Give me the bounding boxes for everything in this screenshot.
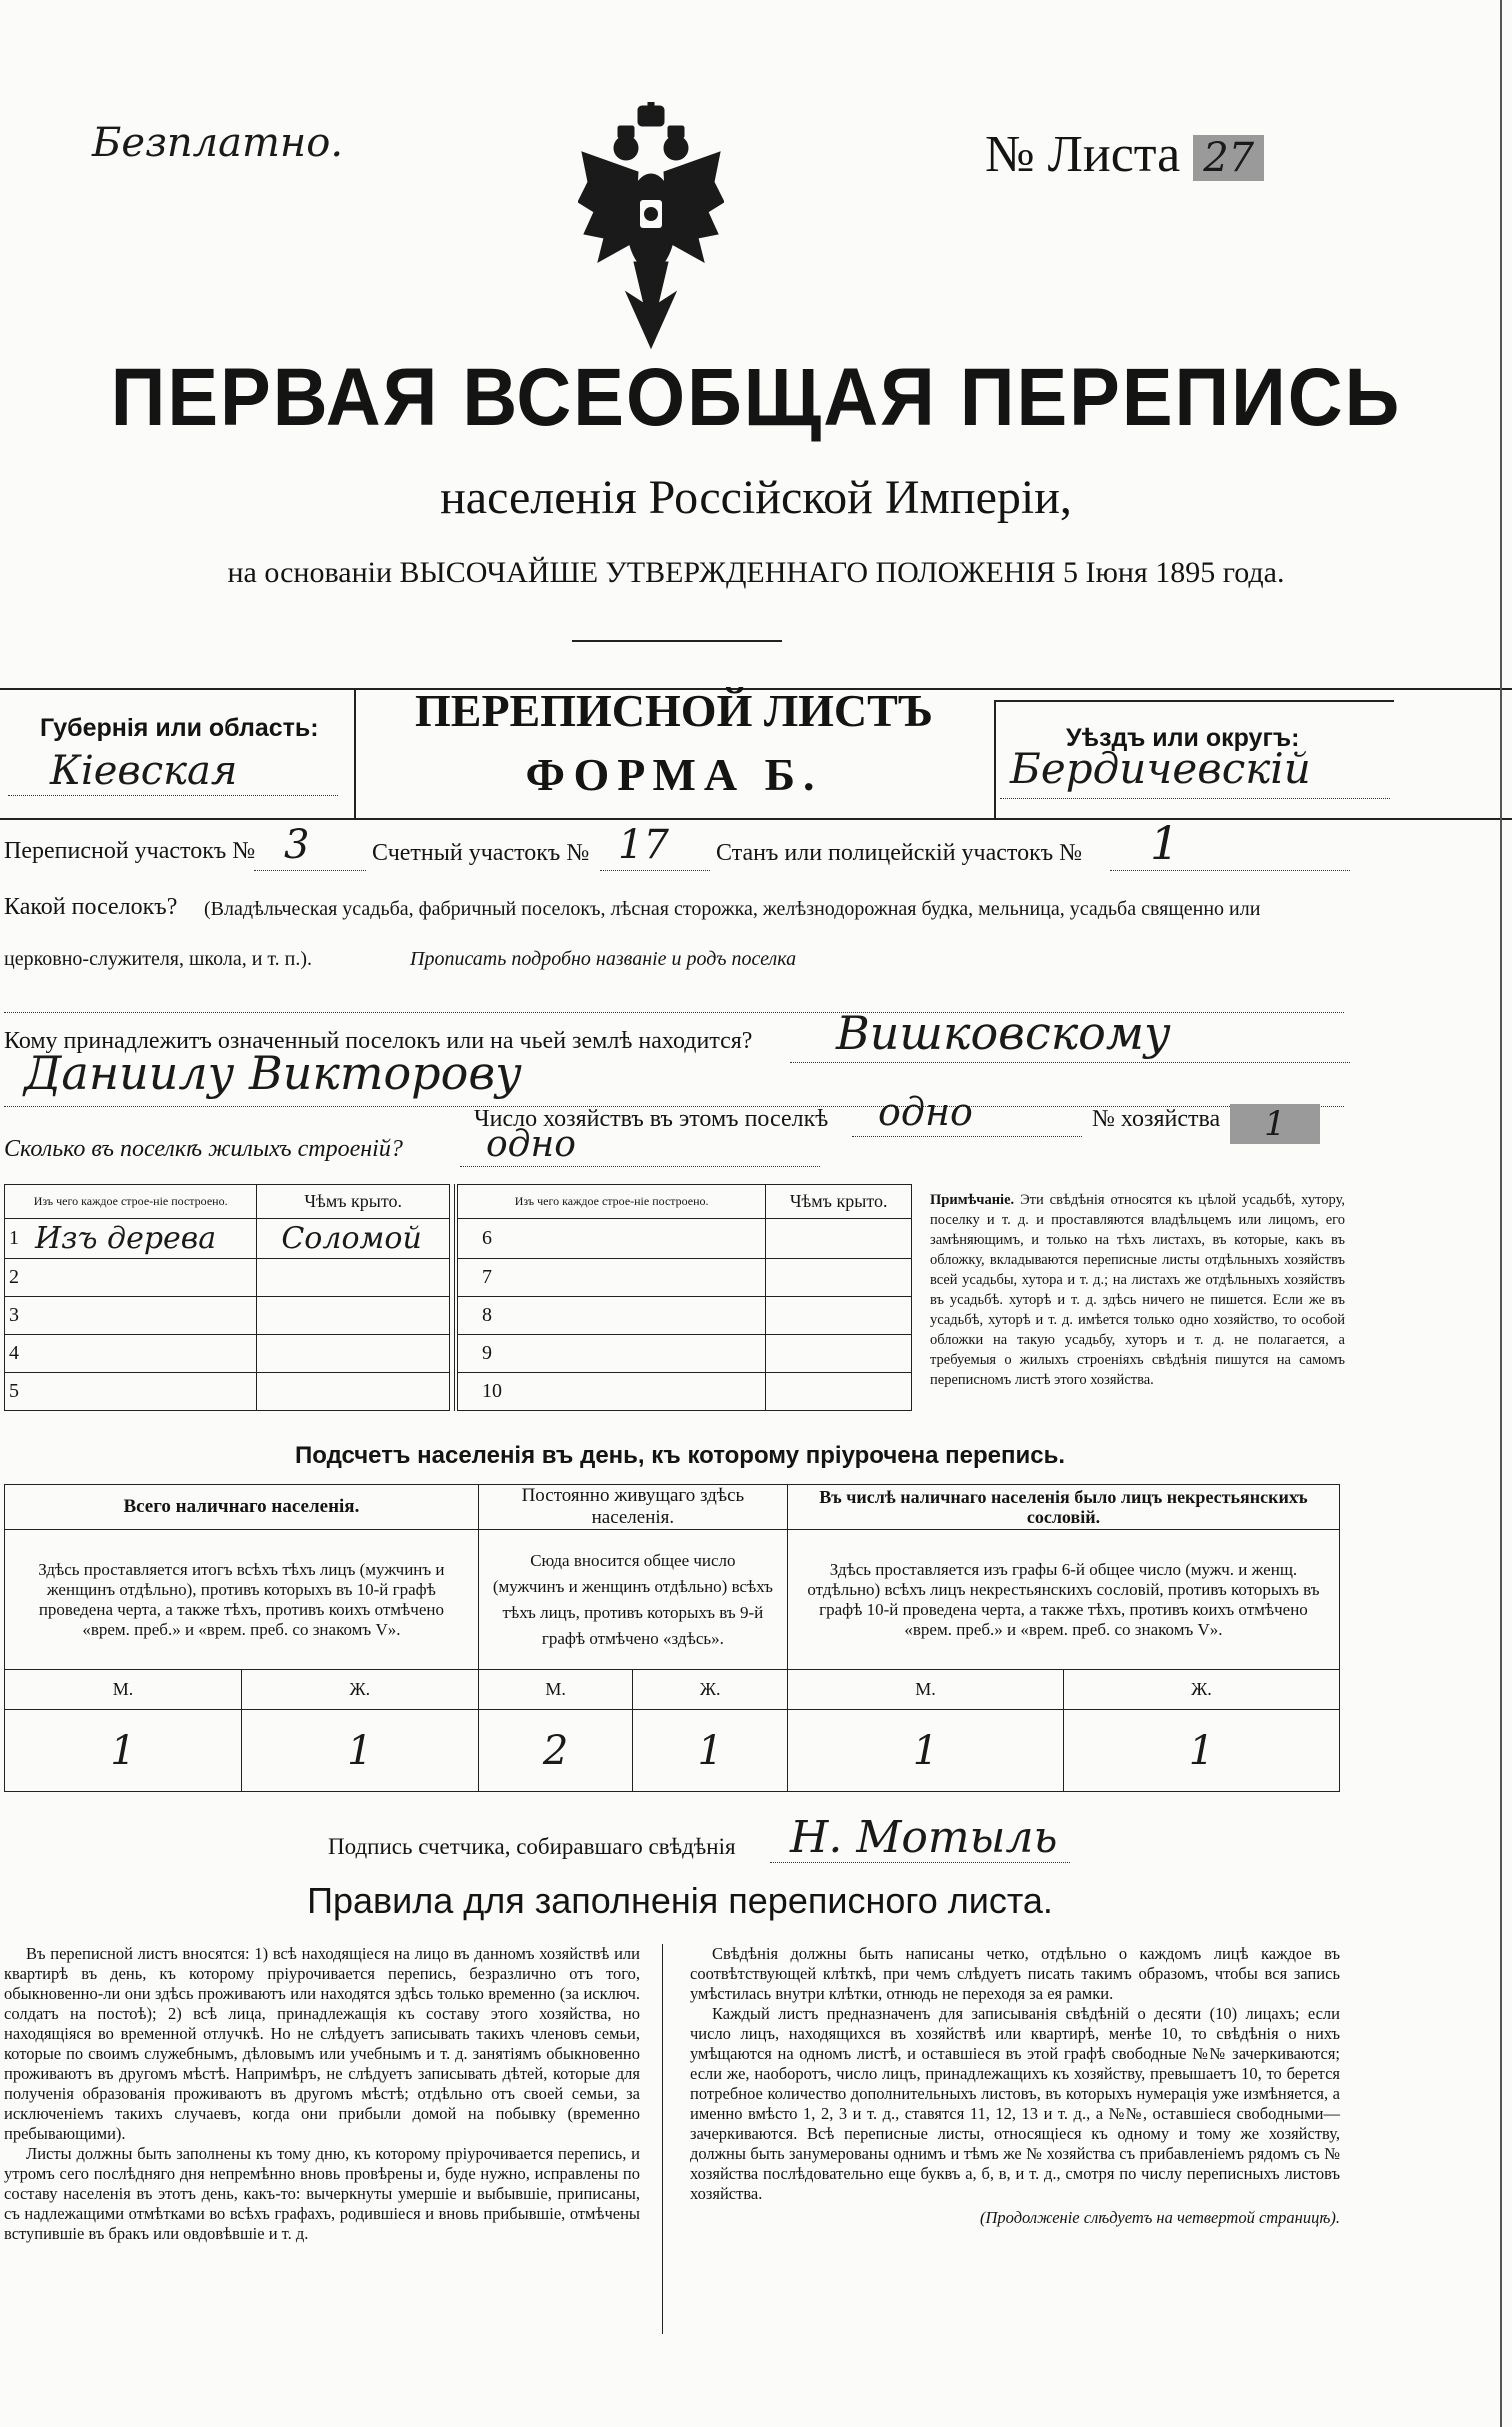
- buildings-note: [930, 1190, 1345, 1390]
- note-title: Примѣчаніе.: [930, 1192, 1015, 1208]
- col3-m-header: М.: [787, 1670, 1063, 1710]
- col2-title: Постоянно живущаго здѣсь населенія.: [478, 1485, 787, 1530]
- signature-value: Н. Мотыль: [790, 1812, 1058, 1863]
- population-count-table: [4, 1484, 1340, 1792]
- buildings-value: одно: [486, 1124, 576, 1165]
- col-material-header: Изъ чего каждое строе-ніе построено.: [5, 1185, 257, 1219]
- household-no-value: 1: [1230, 1104, 1320, 1144]
- title-divider: [572, 640, 782, 642]
- col3-title: Въ числѣ наличнаго населенія было лицъ некрестьянскихъ сословій.: [787, 1485, 1339, 1530]
- table-row: [5, 1219, 450, 1259]
- row-number: 5: [5, 1373, 36, 1411]
- col1-title: Всего наличнаго населенія.: [5, 1485, 479, 1530]
- col3-f-header: Ж.: [1063, 1670, 1339, 1710]
- row-number: 2: [5, 1259, 36, 1297]
- sheet-number: [985, 125, 1264, 184]
- table-row: [5, 1373, 450, 1411]
- rules-right-p1: Свѣдѣнія должны быть написаны четко, отдѣльно о каждомъ лицѣ каждое въ соотвѣтствующей клѣткѣ, при чемъ слѣдуетъ писать такимъ образомъ, чтобы вся запись умѣстилась внутри клѣтки, отнюдь не переходя за ея рамки.: [690, 1944, 1340, 2003]
- owner-value-1: Вишковскому: [836, 1006, 1171, 1060]
- signature-line: [770, 1862, 1070, 1863]
- count-title: Подсчетъ населенія въ день, къ которому пріурочена перепись.: [295, 1442, 1065, 1469]
- form-name: ФОРМА Б.: [525, 749, 823, 800]
- col2-text: Сюда вносится общее число (мужчинъ и женщинъ отдѣльно) всѣхъ тѣхъ лицъ, противъ которыхъ въ 9-й графѣ отмѣчено «здѣсь».: [478, 1530, 787, 1670]
- rules-left-column: [4, 1944, 640, 2244]
- roof-cell: [257, 1335, 450, 1373]
- row-number: 9: [456, 1335, 508, 1373]
- sheet-number-label: № Листа: [985, 126, 1181, 183]
- roof-cell: [257, 1297, 450, 1335]
- rules-title: Правила для заполненія переписного листа.: [307, 1880, 1053, 1921]
- signature-label: Подпись счетчика, собиравшаго свѣдѣнія: [328, 1834, 736, 1859]
- owner-value-2: Даниилу Викторову: [24, 1046, 522, 1100]
- census-section-value: 3: [284, 822, 310, 868]
- note-text: Эти свѣдѣнія относятся къ цѣлой усадьбѣ, хутору, поселку и т. д. и проставляются владѣльцемъ или лицомъ, его замѣняющимъ, и только на тѣхъ листахъ, въ которые, какъ въ обложку, вкладываются переписные листы отдѣльныхъ хозяйствъ всей усадьбы, хутора и т. д.; на листахъ же отдѣльныхъ хозяйствъ въ усадьбѣ. хуторѣ и т. д. здѣсь ничего не пишется. Если же въ усадьбѣ, хуторѣ и т. д. имѣется только одно хозяйство, то особой обложки на такую усадьбу, хуторъ и т. д. не полагается, а требуемыя о жилыхъ строеніяхъ свѣдѣнія пишутся на самомъ переписномъ листѣ этого хозяйства.: [930, 1192, 1346, 1388]
- stan-value: 1: [1150, 816, 1180, 870]
- roof-cell: Соломой: [257, 1219, 450, 1259]
- rules-right-column: [690, 1944, 1340, 2228]
- buildings-table-left: [4, 1184, 450, 1411]
- count-permanent-male: 2: [478, 1710, 633, 1792]
- material-cell: [508, 1297, 766, 1335]
- owner-label: Кому принадлежитъ означенный поселокъ или на чьей землѣ находится?: [4, 1028, 753, 1054]
- col2-f-header: Ж.: [633, 1670, 788, 1710]
- col3-text: Здѣсь проставляется изъ графы 6-й общее число (мужч. и женщ. отдѣльно) всѣхъ лицъ некрестьянскихъ сословій, противъ которыхъ въ графѣ 10-й проведена черта, а также тѣхъ, противъ коихъ отмѣчено «врем. преб.» и «врем. преб. со знакомъ V».: [787, 1530, 1339, 1670]
- count-present-male: 1: [5, 1710, 242, 1792]
- roof-cell: [257, 1373, 450, 1411]
- census-section-label: Переписной участокъ №: [4, 838, 256, 864]
- settlement-label: Какой поселокъ?: [4, 894, 178, 920]
- table-row: [5, 1259, 450, 1297]
- rules-column-divider: [662, 1944, 663, 2334]
- buildings-table-right: [454, 1184, 912, 1411]
- col-material-header: Изъ чего каждое строе-ніе построено.: [456, 1185, 766, 1219]
- district-label: Уѣздъ или округъ:: [1066, 724, 1300, 752]
- households-value: одно: [878, 1090, 973, 1134]
- table-row: [456, 1297, 912, 1335]
- row-number: 4: [5, 1335, 36, 1373]
- sheet-number-value: 27: [1193, 135, 1264, 181]
- row-number: 8: [456, 1297, 508, 1335]
- table-row: [456, 1259, 912, 1297]
- rules-left-p2: Листы должны быть заполнены къ тому дню, къ которому пріурочивается перепись, и утромъ сего послѣдняго дня непремѣнно вновь провѣрены и, буде нужно, исправлены по составу населенія въ этотъ день, какъ-то: вычеркнуты умершіе и выбывшіе, приписаны, съ надлежащими отмѣтками во всѣхъ графахъ, родившіеся и вновь прибывшіе, отмѣчены вступившіе въ бракъ или овдовѣвшіе и т. д.: [4, 2144, 640, 2243]
- material-cell: [508, 1219, 766, 1259]
- material-cell: [35, 1373, 257, 1411]
- count-permanent-female: 1: [633, 1710, 788, 1792]
- rules-right-p2: Каждый листъ предназначенъ для записыванія свѣдѣній о десяти (10) лицахъ; если число лицъ, находящихся въ хозяйствѣ или квартирѣ, менѣе 10, то свѣдѣнія о нихъ умѣщаются на одномъ листѣ, и оставшіеся въ этой графѣ свободные №№ зачеркиваются; если же, наоборотъ, число лицъ, принадлежащихъ къ хозяйству, превышаетъ 10, то берется потребное количество дополнительныхъ листовъ, въ которыхъ нумерація уже измѣняется, а именно вмѣсто 1, 2, 3 и т. д., ставятся 11, 12, 13 и т. д., а №№, оставшіеся свободными—зачеркиваются. Всѣ переписные листы, относящіеся къ одному и тому же хозяйству, должны быть занумерованы однимъ и тѣмъ же № хозяйства съ прибавленіемъ рядомъ съ № хозяйства послѣдовательно еще буквъ а, б, в, и т. д., смотря по числу переписныхъ листовъ хозяйства.: [690, 2004, 1340, 2203]
- col1-m-header: М.: [5, 1670, 242, 1710]
- imperial-eagle-icon: [578, 102, 724, 352]
- material-cell: [35, 1335, 257, 1373]
- count-section-value: 17: [618, 822, 669, 868]
- table-row: [456, 1219, 912, 1259]
- district-value: Бердичевскій: [1010, 744, 1311, 793]
- province-field-line: [8, 795, 338, 796]
- col1-text: Здѣсь проставляется итогъ всѣхъ тѣхъ лицъ (мужчинъ и женщинъ отдѣльно), противъ которыхъ въ 10-й графѣ проведена черта, а также тѣхъ, противъ коихъ отмѣчено «врем. преб.» и «врем. преб. со знакомъ V».: [5, 1530, 479, 1670]
- row-number: 7: [456, 1259, 508, 1297]
- roof-cell: [766, 1219, 912, 1259]
- households-line: [852, 1136, 1082, 1137]
- roof-cell: [766, 1297, 912, 1335]
- province-value: Кіевская: [50, 748, 238, 794]
- col-roof-header: Чѣмъ крыто.: [257, 1185, 450, 1219]
- material-cell: [508, 1335, 766, 1373]
- buildings-line: [460, 1166, 820, 1167]
- col-roof-header: Чѣмъ крыто.: [766, 1185, 912, 1219]
- roof-cell: [766, 1373, 912, 1411]
- rules-continued: (Продолженіе слѣдуетъ на четвертой страницѣ).: [980, 2208, 1340, 2227]
- roof-cell: [257, 1259, 450, 1297]
- material-cell: Изъ дерева: [35, 1219, 257, 1259]
- material-cell: [35, 1297, 257, 1335]
- rules-left-p1: Въ переписной листъ вносятся: 1) всѣ находящіеся на лицо въ данномъ хозяйствѣ или квартирѣ въ день, къ которому пріурочивается перепись, безразлично отъ того, обыкновенно-ли они здѣсь проживаютъ или находятся здѣсь только временно (за исключ. солдатъ на постоѣ); 2) всѣ лица, принадлежащія къ составу этого хозяйства, но находящіяся во временной отлучкѣ. Но не слѣдуетъ записывать такихъ членовъ семьи, которые по своимъ служебнымъ, дѣловымъ или учебнымъ и т. д. занятіямъ обыкновенно проживаютъ въ другомъ мѣстѣ. Напримѣръ, не слѣдуетъ записывать дѣтей, которые для полученія образованія проживаютъ въ другомъ мѣстѣ; отдѣльно отъ своей семьи, за исключеніемъ такихъ случаевъ, когда они прибыли домой на побывку (временно пребывающими).: [4, 1944, 640, 2143]
- count-section-label: Счетный участокъ №: [372, 840, 590, 866]
- province-label: Губернія или область:: [40, 714, 319, 742]
- buildings-label: Сколько въ поселкѣ жилыхъ строеній?: [4, 1136, 403, 1162]
- form-title: ПЕРЕПИСНОЙ ЛИСТЪ: [414, 685, 934, 736]
- settlement-instruction: Прописать подробно названіе и родъ поселка: [410, 948, 797, 970]
- stan-label: Станъ или полицейскій участокъ №: [716, 840, 1083, 866]
- material-cell: [35, 1259, 257, 1297]
- form-box-divider-right: [994, 700, 996, 818]
- census-section-line: [254, 870, 366, 871]
- count-nonpeasant-male: 1: [787, 1710, 1063, 1792]
- row-number: 6: [456, 1219, 508, 1259]
- table-row: [456, 1335, 912, 1373]
- stan-line: [1110, 870, 1350, 871]
- page-title: ПЕРВАЯ ВСЕОБЩАЯ ПЕРЕПИСЬ: [110, 351, 1402, 444]
- table-row: [456, 1373, 912, 1411]
- owner-line-1: [790, 1062, 1350, 1063]
- row-number: 10: [456, 1373, 508, 1411]
- col2-m-header: М.: [478, 1670, 633, 1710]
- district-box-top: [994, 700, 1394, 702]
- free-label: Безплатно.: [92, 120, 344, 166]
- page-basis: на основаніи ВЫСОЧАЙШЕ УТВЕРЖДЕННАГО ПОЛОЖЕНІЯ 5 Іюня 1895 года.: [227, 556, 1285, 589]
- settlement-hint: (Владѣльческая усадьба, фабричный поселокъ, лѣсная сторожка, желѣзнодорожная будка, мельница, усадьба священно или: [204, 898, 1261, 920]
- roof-cell: [766, 1259, 912, 1297]
- count-nonpeasant-female: 1: [1063, 1710, 1339, 1792]
- settlement-hint-2: церковно-служителя, школа, и т. п.).: [4, 948, 312, 970]
- table-row: [5, 1335, 450, 1373]
- material-cell: [508, 1259, 766, 1297]
- table-row: [5, 1297, 450, 1335]
- household-no-label: № хозяйства: [1092, 1106, 1221, 1132]
- page-subtitle: населенія Россійской Имперіи,: [440, 471, 1072, 524]
- material-cell: [508, 1373, 766, 1411]
- page-edge: [1500, 0, 1502, 2427]
- count-section-line: [600, 870, 710, 871]
- roof-cell: [766, 1335, 912, 1373]
- row-number: 1: [5, 1219, 36, 1259]
- count-present-female: 1: [241, 1710, 478, 1792]
- households-label: Число хозяйствъ въ этомъ поселкѣ: [474, 1106, 829, 1132]
- row-number: 3: [5, 1297, 36, 1335]
- col1-f-header: Ж.: [241, 1670, 478, 1710]
- district-field-line: [1000, 798, 1390, 799]
